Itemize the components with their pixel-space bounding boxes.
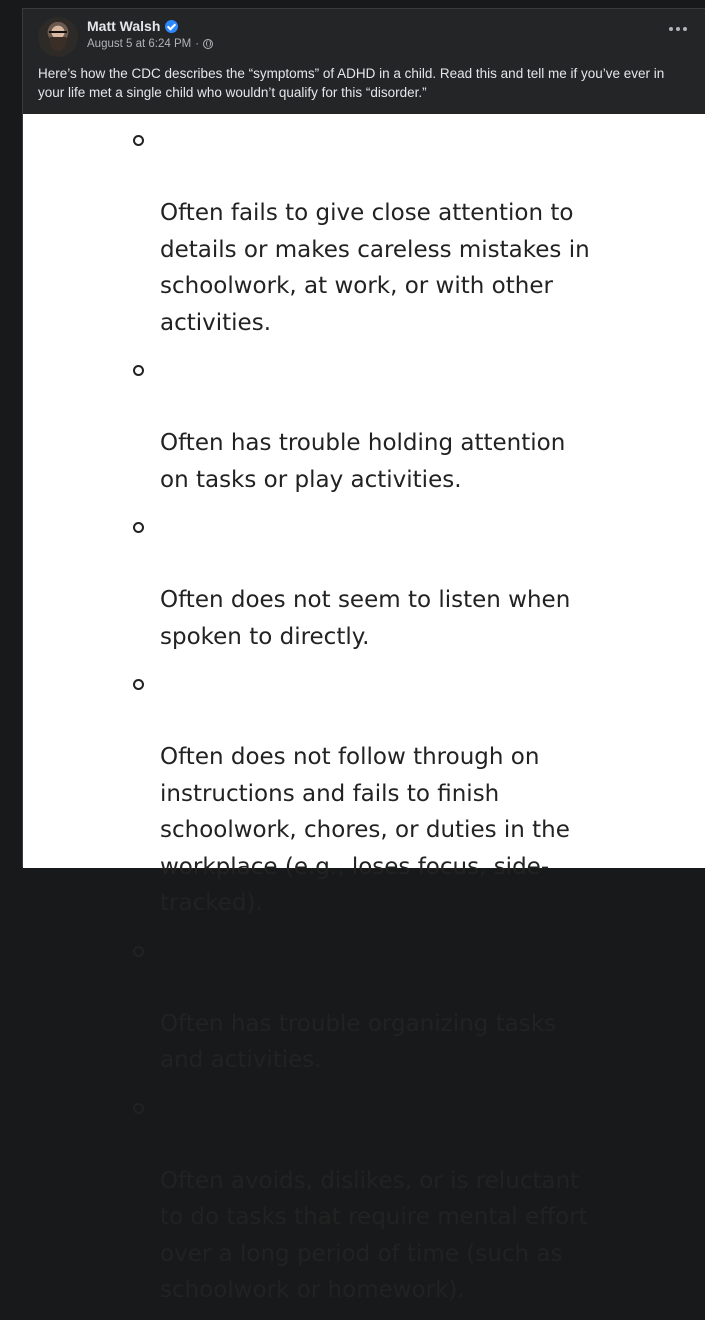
list-item: [133, 122, 603, 341]
list-item-text: Often has trouble organizing tasks and activities.: [160, 1010, 557, 1073]
verified-badge-icon: [165, 20, 178, 33]
list-item-text: Often avoids, dislikes, or is reluctant to do tasks that require mental effort over a long period of time (such as schoolwork or homework).: [160, 1167, 588, 1303]
post-image[interactable]: [23, 114, 705, 1303]
more-options-icon[interactable]: [669, 27, 687, 31]
list-item: [133, 933, 603, 1079]
list-item: [133, 666, 603, 922]
circle-bullet-icon: [133, 946, 144, 957]
list-item: [133, 509, 603, 655]
post-card: [22, 8, 705, 1303]
list-item-text: Often does not follow through on instructions and fails to finish schoolwork, chores, or duties in the workplace (e.g., loses focus, side- tracked).: [160, 744, 570, 916]
author-avatar[interactable]: [38, 17, 78, 57]
list-item-text: Often fails to give close attention to details or makes careless mistakes in schoolwork, at work, or with other activities.: [160, 200, 590, 336]
circle-bullet-icon: [133, 365, 144, 376]
post-caption: Here’s how the CDC describes the “symptoms” of ADHD in a child. Read this and tell me if you’ve ever in your life met a single child who wouldn’t qualify for this “disorder.”: [38, 66, 665, 100]
avatar-beard: [50, 37, 66, 51]
meta-separator: ·: [195, 38, 200, 50]
circle-bullet-icon: [133, 1103, 144, 1114]
dot-icon: [669, 27, 673, 31]
post-timestamp[interactable]: August 5 at 6:24 PM: [87, 38, 192, 50]
circle-bullet-icon: [133, 522, 144, 533]
post-meta: [87, 38, 213, 50]
list-item-text: Often has trouble holding attention on tasks or play activities.: [160, 430, 566, 493]
symptom-list: [133, 122, 603, 1320]
list-item: [133, 1090, 603, 1309]
author-row: [87, 18, 178, 34]
list-item-text: Often does not seem to listen when spoken to directly.: [160, 587, 571, 650]
circle-bullet-icon: [133, 135, 144, 146]
circle-bullet-icon: [133, 679, 144, 690]
list-item: [133, 352, 603, 498]
author-name[interactable]: Matt Walsh: [87, 18, 161, 34]
globe-icon[interactable]: [203, 39, 213, 49]
dot-icon: [676, 27, 680, 31]
dot-icon: [683, 27, 687, 31]
